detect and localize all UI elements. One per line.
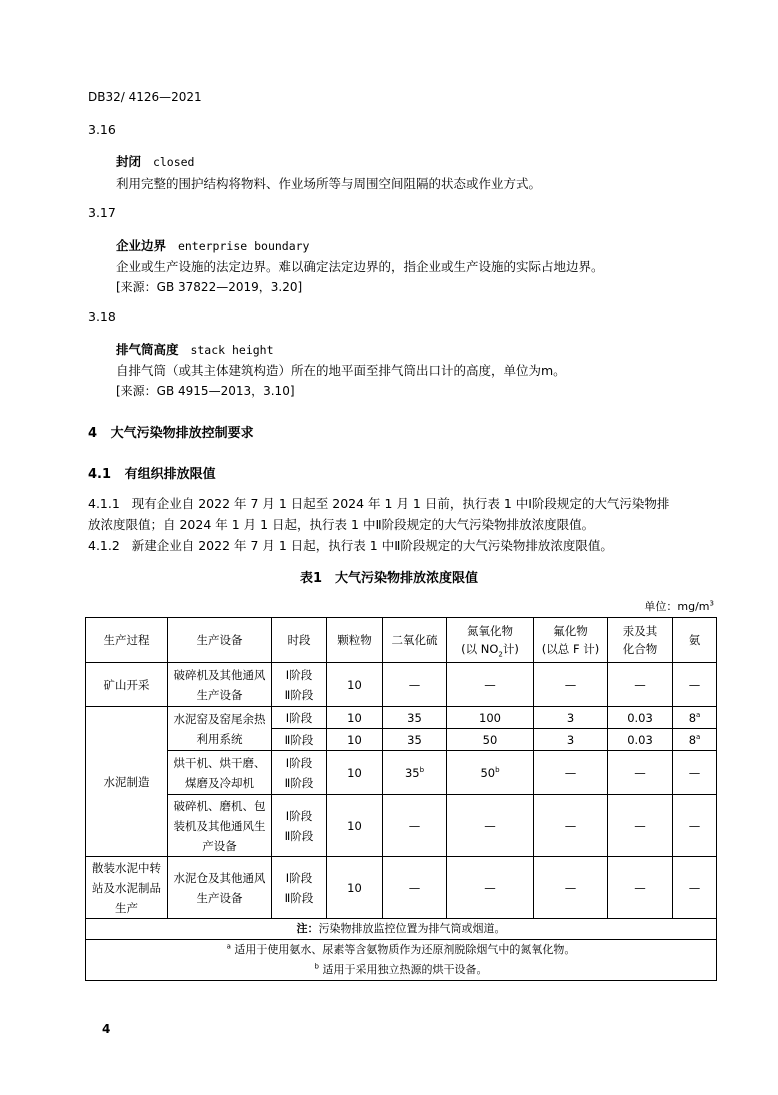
value-cell: 3: [534, 707, 608, 729]
value-cell: [447, 751, 534, 795]
value-cell: —: [608, 795, 673, 857]
value-cell: 10: [327, 663, 383, 707]
footnote-text: 适用于使用氨水、尿素等含氨物质作为还原剂脱除烟气中的氮氧化物。: [234, 943, 576, 956]
process-cell: 散装水泥中转站及水泥制品生产: [86, 857, 168, 919]
value-cell: —: [673, 795, 717, 857]
table-footnote-row: [86, 940, 717, 981]
value-cell: [383, 751, 447, 795]
stage-1: Ⅰ阶段: [285, 667, 313, 682]
process-cell: 水泥制造: [86, 707, 168, 857]
term-en: stack height: [190, 343, 274, 357]
value-cell: [673, 729, 717, 751]
clause-411-line2: 放浓度限值；自 2024 年 1 月 1 日起，执行表 1 中Ⅱ阶段规定的大气污染物排放浓度限值。: [88, 517, 595, 532]
value: 8: [688, 732, 697, 747]
table-row: [86, 751, 717, 795]
value-cell: 10: [327, 795, 383, 857]
clause-411-line1: [88, 494, 669, 512]
value-cell: —: [383, 663, 447, 707]
stage-cell: Ⅱ阶段: [272, 729, 327, 751]
term-en: closed: [152, 155, 195, 169]
value-cell: 35: [383, 729, 447, 751]
value-cell: —: [534, 857, 608, 919]
header-cell: [534, 618, 608, 663]
table-caption: 表1 大气污染物排放浓度限值: [299, 571, 479, 586]
term-definition: 自排气筒（或其主体建筑构造）所在的地平面至排气筒出口计的高度，单位为m。: [116, 363, 566, 378]
table-note: [86, 919, 717, 940]
standard-code: DB32/ 4126—2021: [88, 90, 202, 104]
table-row: [86, 663, 717, 707]
term-zh: 企业边界: [116, 238, 167, 253]
value-cell: —: [673, 663, 717, 707]
table-row: [86, 857, 717, 919]
stage-cell: [272, 663, 327, 707]
equipment-cell: 水泥窑及窑尾余热利用系统: [168, 707, 272, 751]
stage-1: Ⅰ阶段: [285, 755, 313, 770]
clause-number: 4.1.2: [88, 538, 120, 553]
header-cell: [608, 618, 673, 663]
value-cell: —: [447, 663, 534, 707]
header-line: 氟化物: [553, 624, 588, 638]
footnote-ref: a: [696, 732, 701, 741]
value-cell: 3: [534, 729, 608, 751]
value-cell: —: [534, 795, 608, 857]
clause-text: 新建企业自 2022 年 7 月 1 日起，执行表 1 中Ⅱ阶段规定的大气污染物排放浓度限值。: [131, 538, 613, 553]
clause-number: 4.1.1: [88, 496, 120, 511]
term-source: [来源：GB 37822—2019，3.20]: [116, 280, 303, 294]
term-definition: 企业或生产设施的法定边界。难以确定法定边界的，指企业或生产设施的实际占地边界。: [116, 259, 604, 274]
footnote-a: [88, 940, 714, 960]
header-cell: 时段: [272, 618, 327, 663]
value-cell: 10: [327, 707, 383, 729]
value-cell: —: [447, 857, 534, 919]
value: 8: [688, 710, 697, 725]
value-cell: —: [534, 751, 608, 795]
value: 35: [404, 765, 420, 780]
header-cell: 颗粒物: [327, 618, 383, 663]
stage-2: Ⅱ阶段: [284, 890, 314, 905]
value-cell: 100: [447, 707, 534, 729]
header-line: (以总 F 计): [541, 642, 600, 656]
value-cell: —: [608, 663, 673, 707]
value-cell: —: [383, 795, 447, 857]
subsection-title: 有组织排放限值: [124, 467, 216, 482]
value-cell: 35: [383, 707, 447, 729]
footnote-ref: b: [419, 765, 425, 774]
value-cell: —: [383, 857, 447, 919]
footnote-text: 适用于采用独立热源的烘干设备。: [322, 963, 488, 976]
footnote-ref: a: [696, 710, 701, 719]
unit-sup: 3: [709, 599, 714, 608]
term-number: 3.16: [88, 122, 116, 137]
section-title: 大气污染物排放控制要求: [110, 426, 254, 441]
stage-cell: Ⅰ阶段: [272, 707, 327, 729]
term-title: [116, 152, 194, 170]
header-line: 化合物: [622, 642, 658, 656]
term-en: enterprise boundary: [177, 239, 310, 253]
equipment-cell: 破碎机及其他通风生产设备: [168, 663, 272, 707]
header-line: 氮氧化物: [467, 624, 513, 638]
footnote-mark: b: [314, 962, 319, 971]
term-number: 3.17: [88, 205, 116, 220]
value-cell: —: [447, 795, 534, 857]
term-source: [来源：GB 4915—2013，3.10]: [116, 384, 295, 398]
note-text: 污染物排放监控位置为排气筒或烟道。: [318, 922, 506, 935]
header-sub: 2: [498, 650, 503, 659]
equipment-cell: 烘干机、烘干磨、煤磨及冷却机: [168, 751, 272, 795]
footnote-b: [88, 960, 714, 980]
term-title: [116, 236, 310, 254]
term-definition: 利用完整的围护结构将物料、作业场所等与周围空间阻隔的状态或作业方式。: [116, 176, 542, 191]
table-row: [86, 795, 717, 857]
equipment-cell: 水泥仓及其他通风生产设备: [168, 857, 272, 919]
table-footnotes: [86, 940, 717, 981]
header-line: 计): [502, 642, 519, 656]
stage-1: Ⅰ阶段: [285, 870, 313, 885]
note-label: 注：: [296, 922, 319, 935]
table-note-row: [86, 919, 717, 940]
process-cell: 矿山开采: [86, 663, 168, 707]
stage-cell: [272, 857, 327, 919]
stage-cell: [272, 751, 327, 795]
value-cell: 0.03: [608, 729, 673, 751]
stage-2: Ⅱ阶段: [284, 687, 314, 702]
value-cell: 50: [447, 729, 534, 751]
subsection-heading: [88, 463, 216, 482]
header-line: (以 NO: [461, 642, 499, 656]
equipment-cell: 破碎机、磨机、包装机及其他通风生产设备: [168, 795, 272, 857]
header-cell: 生产设备: [168, 618, 272, 663]
stage-2: Ⅱ阶段: [284, 828, 314, 843]
value-cell: [673, 707, 717, 729]
section-heading: [88, 422, 254, 441]
clause-text: 现有企业自 2022 年 7 月 1 日起至 2024 年 1 月 1 日前，执行表 1 中Ⅰ阶段规定的大气污染物排: [131, 496, 670, 511]
table-row: [86, 707, 717, 729]
value-cell: —: [673, 751, 717, 795]
header-cell: 二氧化硫: [383, 618, 447, 663]
footnote-ref: b: [495, 765, 500, 774]
page-number: 4: [102, 1022, 111, 1036]
unit-text: 单位：mg/m: [644, 600, 710, 613]
footnote-mark: a: [226, 942, 231, 951]
value-cell: —: [608, 857, 673, 919]
table-header-row: [86, 618, 717, 663]
value-cell: —: [608, 751, 673, 795]
term-zh: 排气筒高度: [116, 342, 179, 357]
emission-limits-table: [85, 617, 717, 981]
table-unit: [644, 598, 714, 614]
header-cell: 生产过程: [86, 618, 168, 663]
section-number: 4: [88, 426, 98, 441]
header-line: 汞及其: [622, 624, 658, 638]
stage-1: Ⅰ阶段: [285, 808, 313, 823]
value-cell: 10: [327, 729, 383, 751]
stage-cell: [272, 795, 327, 857]
value-cell: 10: [327, 857, 383, 919]
value-cell: —: [673, 857, 717, 919]
stage-2: Ⅱ阶段: [284, 775, 314, 790]
value: 50: [480, 765, 496, 780]
clause-412: [88, 536, 613, 554]
value-cell: —: [534, 663, 608, 707]
term-zh: 封闭: [116, 154, 142, 169]
subsection-number: 4.1: [88, 467, 112, 482]
header-cell: 氨: [673, 618, 717, 663]
value-cell: 10: [327, 751, 383, 795]
header-cell: [447, 618, 534, 663]
term-title: [116, 340, 274, 358]
value-cell: 0.03: [608, 707, 673, 729]
term-number: 3.18: [88, 309, 116, 324]
